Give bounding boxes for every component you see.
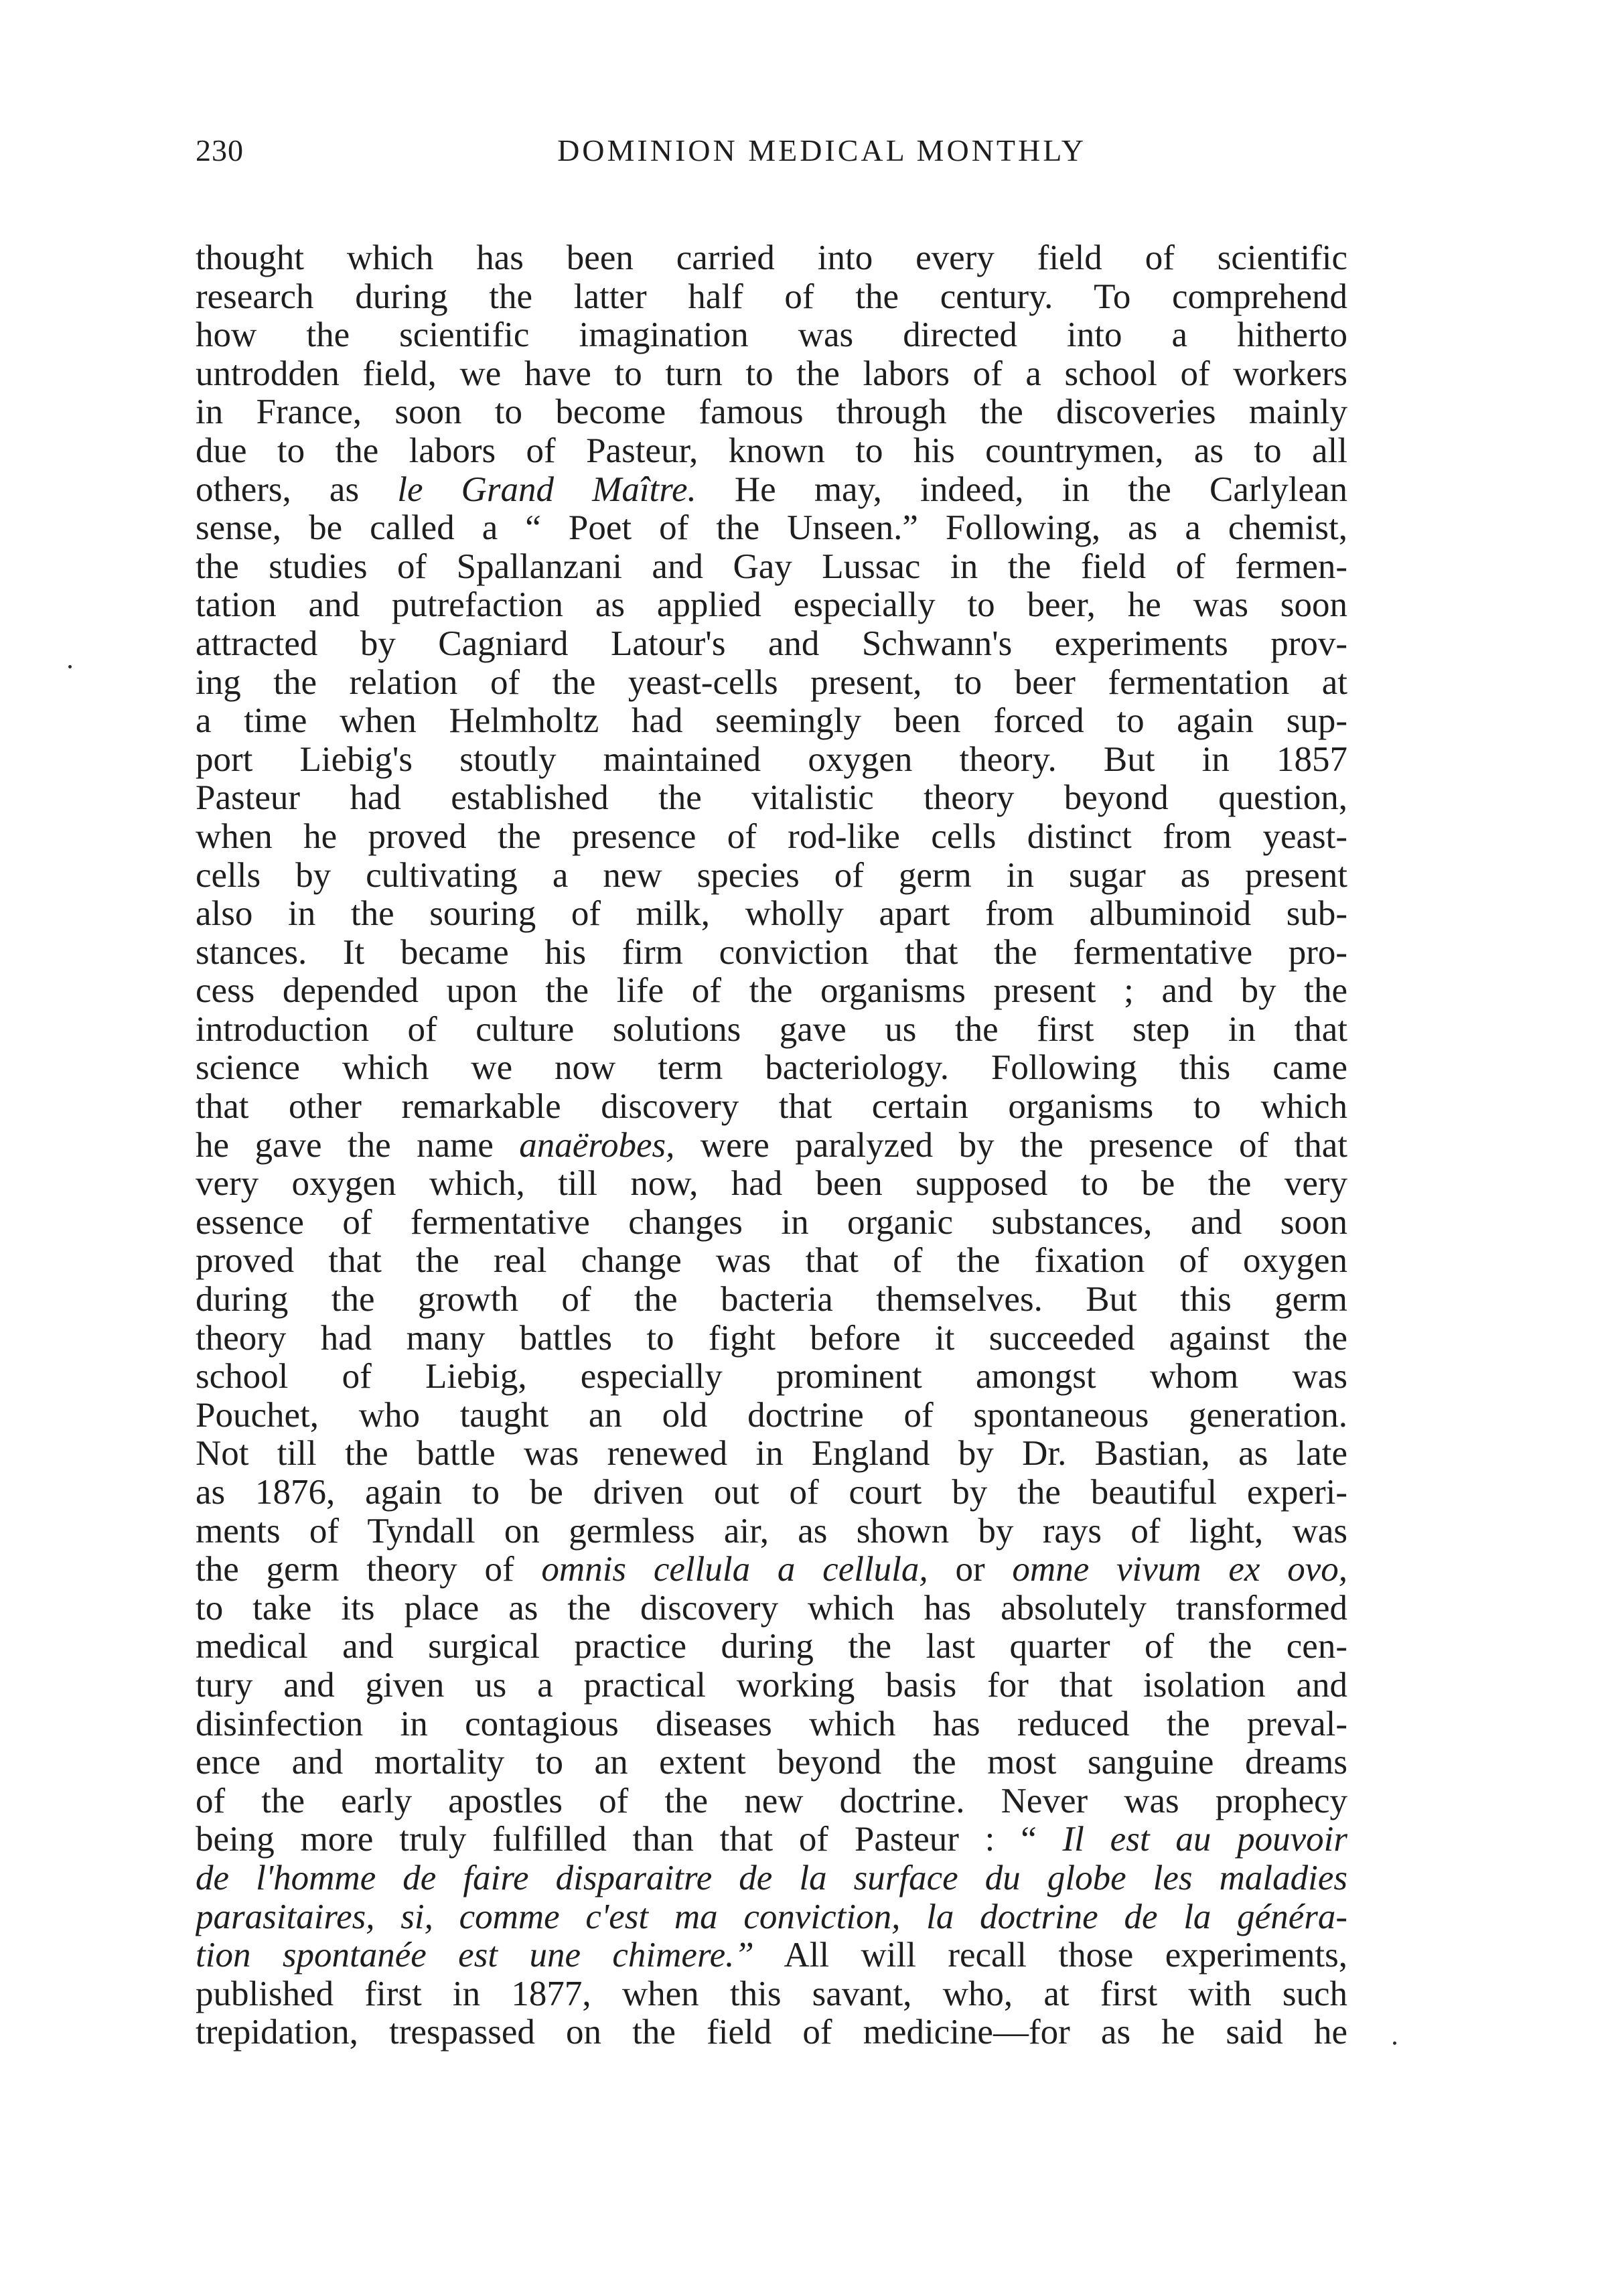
text-segment: ing the relation of the yeast-cells present, to beer fermentation at [196, 663, 1347, 702]
text-segment: very oxygen which, till now, had been supposed to be the very [196, 1165, 1347, 1204]
text-line [196, 1898, 1347, 1937]
page-header [196, 129, 1347, 172]
text-segment: to take its place as the discovery which has absolutely transformed [196, 1589, 1347, 1628]
text-segment: the studies of Spallanzani and Gay Lussac in the field of fermen- [196, 547, 1347, 586]
text-line [196, 393, 1347, 432]
italic-segment: omnis cellula a cellula, [541, 1551, 928, 1589]
text-segment: theory had many battles to fight before it succeeded against the [196, 1319, 1347, 1358]
margin-speck [1393, 2041, 1396, 2045]
text-segment: how the scientific imagination was directed into a hitherto [196, 316, 1347, 355]
text-segment: sense, be called a “ Poet of the Unseen.” Following, as a chemist, [196, 509, 1347, 548]
italic-segment: le Grand Maître. [397, 470, 696, 509]
italic-segment: Il est au pouvoir [1062, 1820, 1347, 1859]
text-line [196, 1743, 1347, 1782]
text-line [196, 895, 1347, 934]
text-line [196, 432, 1347, 471]
text-line [196, 934, 1347, 973]
text-segment: Pasteur had established the vitalistic theory beyond question, [196, 779, 1347, 818]
text-line [196, 857, 1347, 895]
text-segment: cess depended upon the life of the organisms present ; and by the [196, 972, 1347, 1011]
text-segment: He may, indeed, in the Carlylean [696, 470, 1347, 509]
italic-segment: tion spontanée est une chimere.” [196, 1936, 754, 1975]
text-segment: he gave the name [196, 1126, 520, 1165]
text-segment: stances. It became his firm conviction that the fermentative pro- [196, 933, 1347, 972]
text-segment: also in the souring of milk, wholly apart from albuminoid sub- [196, 895, 1347, 934]
text-segment: Pouchet, who taught an old doctrine of spontaneous generation. [196, 1396, 1347, 1435]
body-text [196, 239, 1347, 2052]
text-line [196, 1705, 1347, 1744]
text-line [196, 741, 1347, 780]
text-segment: disinfection in contagious diseases which has reduced the preval- [196, 1705, 1347, 1743]
text-segment: others, as [196, 470, 398, 509]
text-segment: attracted by Cagniard Latour's and Schwann's experiments prov- [196, 624, 1347, 663]
text-segment: school of Liebig, especially prominent amongst whom was [196, 1358, 1347, 1396]
text-line [196, 1859, 1347, 1898]
text-line [196, 1204, 1347, 1242]
text-segment: essence of fermentative changes in organic substances, and soon [196, 1203, 1347, 1242]
page-number: 230 [196, 133, 244, 167]
text-line [196, 1551, 1347, 1589]
text-line [196, 1011, 1347, 1050]
text-line [196, 818, 1347, 857]
text-line [196, 1975, 1347, 2014]
text-line [196, 1474, 1347, 1512]
text-segment: that other remarkable discovery that certain organisms to which [196, 1088, 1347, 1127]
text-segment: were paralyzed by the presence of that [674, 1126, 1347, 1165]
text-segment: the germ theory of [196, 1551, 542, 1589]
text-line [196, 586, 1347, 625]
italic-segment: omne vivum ex ovo, [1012, 1551, 1347, 1589]
text-line [196, 278, 1347, 317]
text-segment: published first in 1877, when this savant, who, at first with such [196, 1975, 1347, 2013]
text-line [196, 1666, 1347, 1705]
text-line [196, 239, 1347, 278]
text-segment: All will recall those experiments, [753, 1936, 1347, 1975]
text-segment: tation and putrefaction as applied especially to beer, he was soon [196, 586, 1347, 625]
text-segment: introduction of culture solutions gave us the first step in that [196, 1010, 1347, 1049]
text-line [196, 1319, 1347, 1358]
text-line [196, 972, 1347, 1011]
text-segment: medical and surgical practice during the last quarter of the cen- [196, 1628, 1347, 1666]
text-line [196, 2013, 1347, 2052]
text-segment: ence and mortality to an extent beyond the most sanguine dreams [196, 1743, 1347, 1782]
text-segment: being more truly fulfilled than that of Pasteur : “ [196, 1820, 1063, 1859]
text-segment: as 1876, again to be driven out of court by the beautiful experi- [196, 1474, 1347, 1512]
text-line [196, 1242, 1347, 1281]
italic-segment: anaërobes, [519, 1126, 675, 1165]
text-line [196, 1088, 1347, 1127]
text-segment: proved that the real change was that of the fixation of oxygen [196, 1242, 1347, 1281]
text-line [196, 316, 1347, 355]
text-line [196, 779, 1347, 818]
text-line [196, 1435, 1347, 1474]
text-segment: port Liebig's stoutly maintained oxygen theory. But in 1857 [196, 740, 1347, 779]
text-line [196, 1820, 1347, 1859]
text-segment: during the growth of the bacteria themselves. But this germ [196, 1281, 1347, 1319]
italic-segment: de l'homme de faire disparaitre de la surface du globe les maladies [196, 1859, 1347, 1897]
text-line [196, 548, 1347, 587]
text-line [196, 1628, 1347, 1666]
text-line [196, 1589, 1347, 1628]
text-segment: Not till the battle was renewed in England by Dr. Bastian, as late [196, 1435, 1347, 1474]
text-line [196, 625, 1347, 664]
text-segment: or [928, 1551, 1013, 1589]
text-segment: of the early apostles of the new doctrine. Never was prophecy [196, 1782, 1347, 1820]
text-segment: ments of Tyndall on germless air, as shown by rays of light, was [196, 1512, 1347, 1551]
running-head: DOMINION MEDICAL MONTHLY [557, 133, 1086, 167]
text-line [196, 1782, 1347, 1821]
text-line [196, 355, 1347, 394]
text-line [196, 1049, 1347, 1088]
text-segment: tury and given us a practical working basis for that isolation and [196, 1666, 1347, 1705]
text-segment: research during the latter half of the century. To comprehend [196, 277, 1347, 316]
margin-speck [68, 665, 72, 668]
text-segment: cells by cultivating a new species of germ in sugar as present [196, 856, 1347, 895]
text-line [196, 1396, 1347, 1435]
text-line [196, 509, 1347, 548]
text-line [196, 1127, 1347, 1165]
italic-segment: parasitaires, si, comme c'est ma conviction, la doctrine de la généra- [196, 1897, 1347, 1936]
text-segment: when he proved the presence of rod-like cells distinct from yeast- [196, 817, 1347, 856]
text-line [196, 1512, 1347, 1551]
text-segment: in France, soon to become famous through the discoveries mainly [196, 393, 1347, 432]
text-line [196, 1936, 1347, 1975]
text-segment: science which we now term bacteriology. Following this came [196, 1049, 1347, 1088]
text-segment: untrodden field, we have to turn to the labors of a school of workers [196, 354, 1347, 393]
text-segment: trepidation, trespassed on the field of medicine—for as he said he [196, 2013, 1347, 2052]
text-line [196, 471, 1347, 510]
text-line [196, 1165, 1347, 1204]
text-line [196, 1281, 1347, 1319]
text-segment: a time when Helmholtz had seemingly been forced to again sup- [196, 702, 1347, 741]
text-segment: due to the labors of Pasteur, known to his countrymen, as to all [196, 431, 1347, 470]
text-segment: thought which has been carried into every field of scientific [196, 239, 1347, 277]
text-line [196, 702, 1347, 741]
text-line [196, 1358, 1347, 1396]
text-line [196, 664, 1347, 703]
